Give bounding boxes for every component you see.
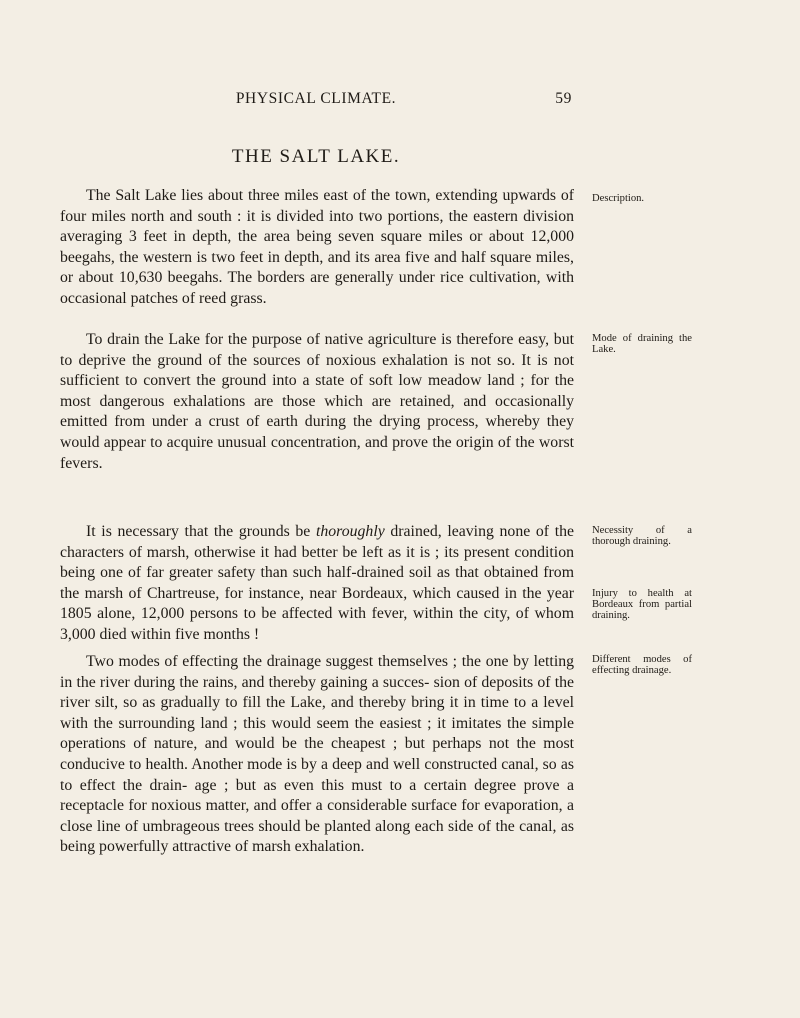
margin-note-injury-to-health: Injury to health at Bordeaux from partial draining. bbox=[592, 588, 692, 622]
paragraph-thorough-draining bbox=[60, 522, 574, 646]
paragraph-modes-of-drainage: Two modes of effecting the drainage suggest themselves ; the one by letting in the river during the rains, and thereby gaining a succes- sion of deposits of the river silt, so as gradually to fill the Lake, and thereby bring it in time to a level with the surrounding land ; this would seem the easiest ; it imitates the simple operations of nature, and would be the cheapest ; but perhaps not the most conducive to health. Another mode is by a deep and well constructed canal, so as to effect the drain- age ; but as even this must to a certain degree prove a receptacle for noxious matter, and offer a considerable surface for evaporation, a close line of umbrageous trees should be planted along each side of the canal, as being powerfully attractive of marsh exhalation. bbox=[60, 653, 574, 856]
paragraph-description: The Salt Lake lies about three miles east of the town, extending upwards of four miles north and south : it is divided into two portions, the eastern division averaging 3 feet in depth, the area being seven square miles or about 12,000 beegahs, the western is two feet in depth, and its area five and half square miles, or about 10,630 beegahs. The borders are generally under rice cultivation, with occasional patches of reed grass. bbox=[60, 187, 574, 307]
section-title: THE SALT LAKE. bbox=[231, 146, 401, 167]
paragraph-mode-of-draining: To drain the Lake for the purpose of native agriculture is therefore easy, but to deprive the ground of the sources of noxious exhalation is not so. It is not sufficient to convert the ground into a state of soft low meadow land ; for the most dangerous exhalations are those which are retained, and occasionally emitted from under a crust of earth during the drying process, whereby they would appear to acquire unusual concentration, and prove the origin of the worst fevers. bbox=[60, 331, 574, 472]
page-number: 59 bbox=[555, 90, 572, 107]
paragraph-text-before: It is necessary that the grounds be bbox=[86, 523, 316, 540]
margin-note-description: Description. bbox=[592, 193, 645, 204]
emphasis-thoroughly: thoroughly bbox=[315, 523, 385, 540]
running-title: PHYSICAL CLIMATE. bbox=[235, 90, 397, 107]
margin-note-mode-of-draining: Mode of draining the Lake. bbox=[592, 333, 692, 356]
paragraph-text-after: drained, leaving none of the characters of marsh, otherwise it had better be left as it is ; its present condition being one of far greater safety than such half-drained soil as that obtained from the marsh of Chartreuse, for instance, near Bordeaux, which caused in the year 1805 alone, 12,000 persons to be affected with fever, within the city, of whom 3,000 died within five months ! bbox=[60, 523, 574, 643]
margin-note-different-modes: Different modes of effecting drainage. bbox=[592, 654, 692, 677]
running-header bbox=[60, 90, 572, 112]
margin-note-necessity: Necessity of a thorough draining. bbox=[592, 525, 692, 548]
